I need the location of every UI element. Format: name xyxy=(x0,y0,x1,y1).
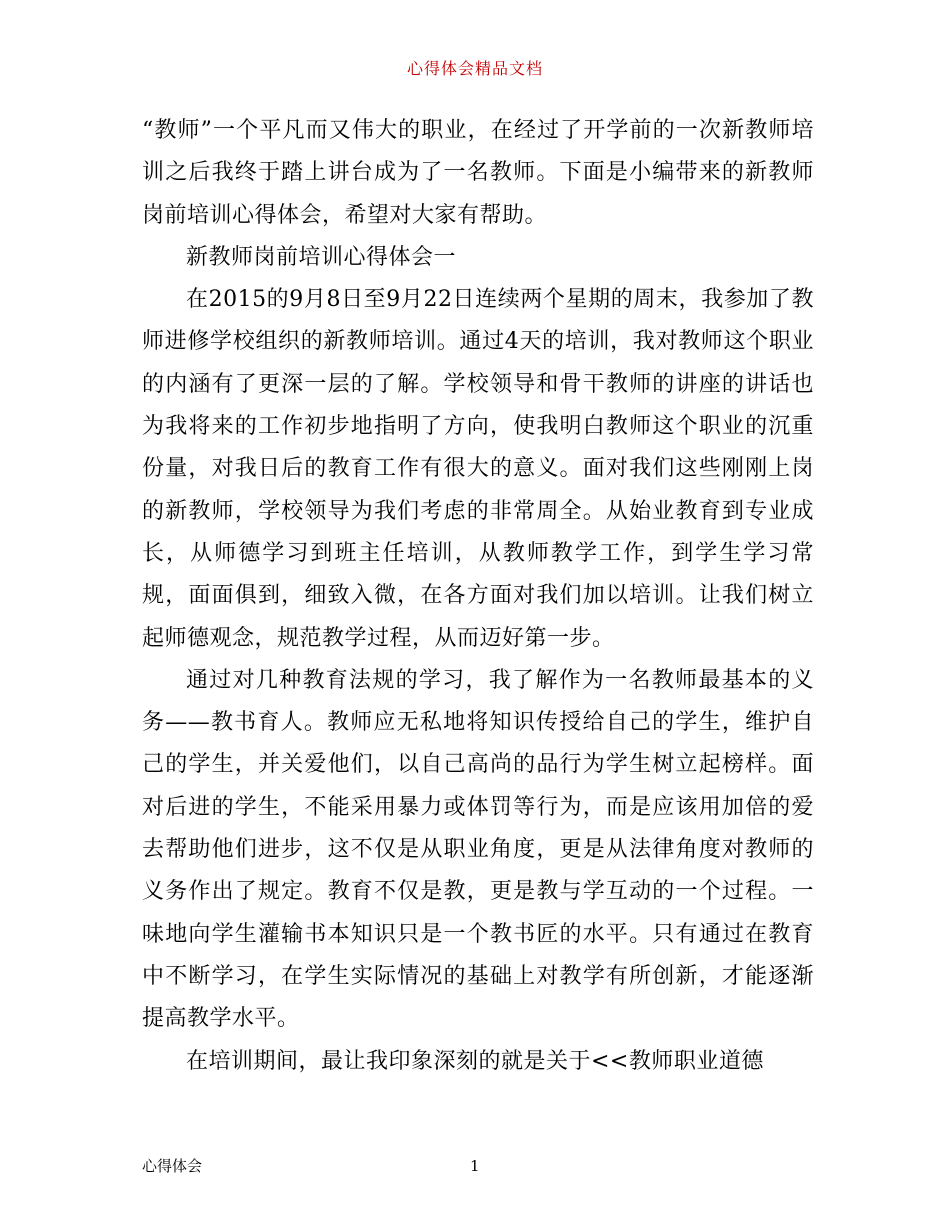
intro-paragraph: “教师”一个平凡而又伟大的职业，在经过了开学前的一次新教师培训之后我终于踏上讲台成为了一名教师。下面是小编带来的新教师岗前培训心得体会，希望对大家有帮助。 xyxy=(142,118,814,228)
document-body xyxy=(142,110,814,1083)
document-header-title: 心得体会精品文档 xyxy=(406,59,543,78)
page-number: 1 xyxy=(470,1157,480,1175)
footer-label: 心得体会 xyxy=(142,1157,203,1175)
body-paragraph: 在2015的9月8日至9月22日连续两个星期的周末，我参加了教师进修学校组织的新教师培训。通过4天的培训，我对教师这个职业的内涵有了更深一层的了解。学校领导和骨干教师的讲座的讲话也为我将来的工作初步地指明了方向，使我明白教师这个职业的沉重份量，对我日后的教育工作有很大的意义。面对我们这些刚刚上岗的新教师，学校领导为我们考虑的非常周全。从始业教育到专业成长，从师德学习到班主任培训，从教师教学工作，到学生学习常规，面面俱到，细致入微，在各方面对我们加以培训。让我们树立起师德观念，规范教学过程，从而迈好第一步。 xyxy=(142,287,814,651)
body-paragraph: 通过对几种教育法规的学习，我了解作为一名教师最基本的义务——教书育人。教师应无私地将知识传授给自己的学生，维护自己的学生，并关爱他们，以自己高尚的品行为学生树立起榜样。面对后进的学生，不能采用暴力或体罚等行为，而是应该用加倍的爱去帮助他们进步，这不仅是从职业角度，更是从法律角度对教师的义务作出了规定。教育不仅是教，更是教与学互动的一个过程。一味地向学生灌输书本知识只是一个教书匠的水平。只有通过在教育中不断学习，在学生实际情况的基础上对教学有所创新，才能逐渐提高教学水平。 xyxy=(142,667,814,1032)
body-paragraph: 在培训期间，最让我印象深刻的就是关于<<教师职业道德 xyxy=(186,1048,764,1074)
section-heading: 新教师岗前培训心得体会一 xyxy=(186,244,457,270)
